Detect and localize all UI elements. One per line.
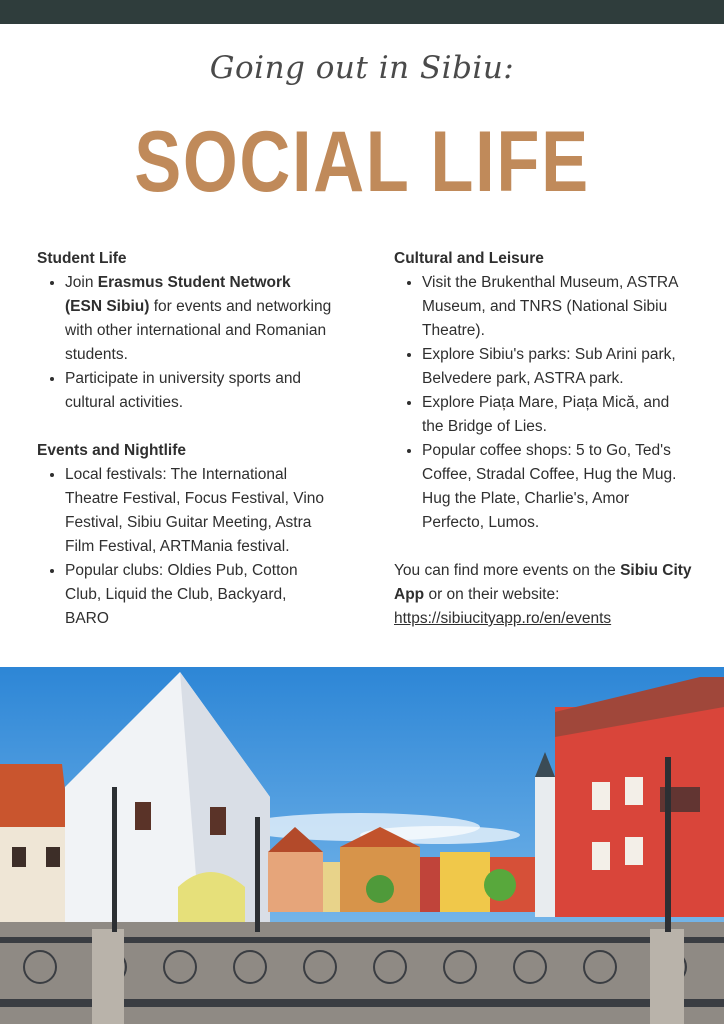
events-nightlife-heading: Events and Nightlife bbox=[37, 442, 186, 459]
list-item: • Participate in university sports and cultural activities. bbox=[65, 367, 332, 415]
list-item: • Local festivals: The International Theatre Festival, Focus Festival, Vino Festival, Sibiu Guitar Meeting, Astra Film Festival, ARTMania festival. bbox=[65, 463, 332, 559]
left-column bbox=[37, 247, 332, 631]
list-item-text: Join bbox=[65, 274, 98, 291]
cultural-leisure-heading: Cultural and Leisure bbox=[394, 250, 544, 267]
list-item: • Popular coffee shops: 5 to Go, Ted's Coffee, Stradal Coffee, Hug the Mug. Hug the Plate, Charlie's, Amor Perfecto, Lumos. bbox=[422, 439, 694, 535]
list-item bbox=[65, 271, 332, 367]
right-column bbox=[394, 247, 694, 631]
more-events-prefix: You can find more events on the bbox=[394, 562, 621, 579]
list-item-text: for events and networking with other international and Romanian students. bbox=[65, 298, 332, 363]
list-item: • Explore Sibiu's parks: Sub Arini park, Belvedere park, ASTRA park. bbox=[422, 343, 694, 391]
page-title: SOCIAL LIFE bbox=[134, 114, 590, 210]
student-life-list bbox=[37, 271, 332, 415]
top-bar bbox=[0, 0, 724, 24]
student-life-heading: Student Life bbox=[37, 250, 127, 267]
cultural-leisure-list bbox=[394, 271, 694, 535]
events-nightlife-list bbox=[37, 463, 332, 631]
events-website-link[interactable]: https://sibiucityapp.ro/en/events bbox=[394, 610, 612, 627]
list-item: • Explore Piața Mare, Piața Mică, and the Bridge of Lies. bbox=[422, 391, 694, 439]
more-events-text bbox=[394, 559, 694, 631]
more-events-suffix: or on their website: bbox=[424, 586, 560, 603]
sibiu-square-photo bbox=[0, 667, 724, 1024]
app-name: Sibiu City App bbox=[394, 562, 692, 603]
page-subtitle: Going out in Sibiu: bbox=[209, 50, 515, 86]
list-item: • Visit the Brukenthal Museum, ASTRA Museum, and TNRS (National Sibiu Theatre). bbox=[422, 271, 694, 343]
esn-name: Erasmus Student Network (ESN Sibiu) bbox=[65, 274, 291, 315]
list-item: • Popular clubs: Oldies Pub, Cotton Club, Liquid the Club, Backyard, BARO bbox=[65, 559, 332, 631]
